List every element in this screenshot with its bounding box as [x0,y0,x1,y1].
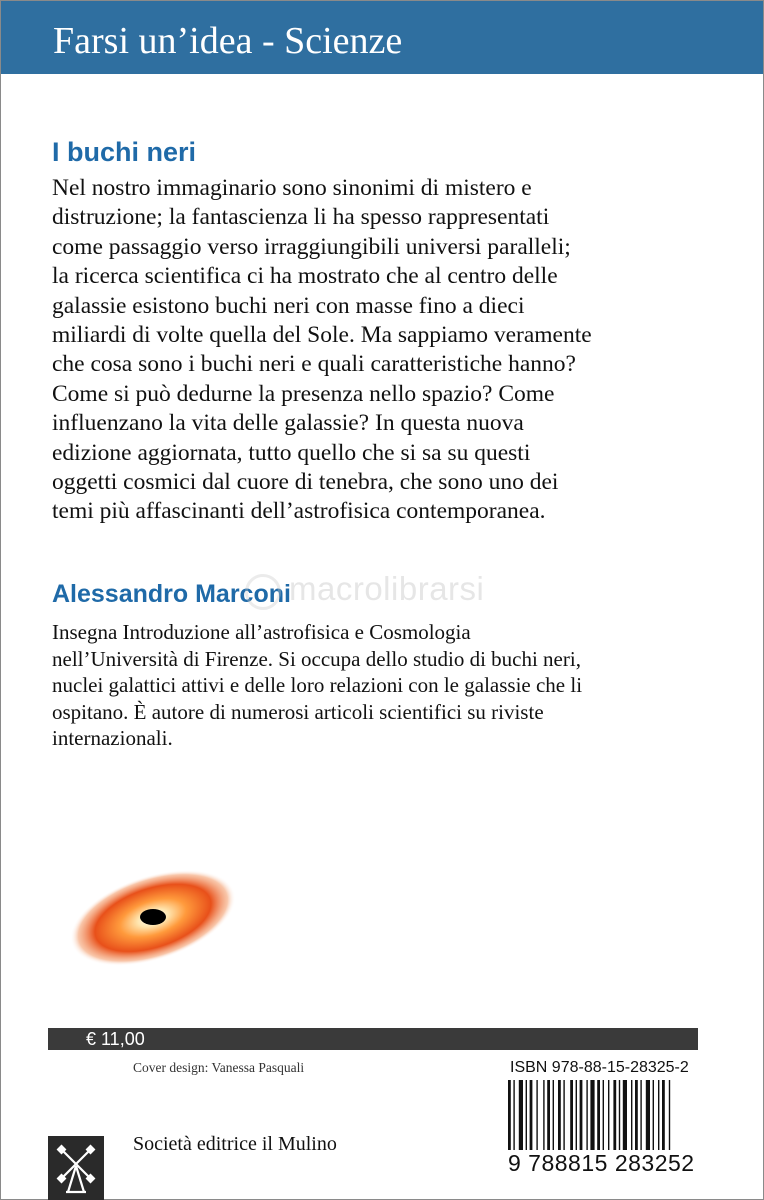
watermark-logo [245,570,545,618]
watermark-text: macrolibrarsi [289,570,485,607]
description-line: che cosa sono i buchi neri e quali caratteristiche hanno? [52,351,576,378]
series-header [1,1,763,74]
price-label: € 11,00 [86,1029,145,1049]
author-name: Alessandro Marconi [52,580,291,608]
barcode-icon [508,1080,698,1150]
book-title: I buchi neri [52,137,197,167]
description-line: galassie esistono buchi neri con masse fino a dieci [52,292,525,319]
barcode-number: 9 788815 283252 [508,1150,695,1176]
bio-line: nell’Università di Firenze. Si occupa dello studio di buchi neri, [52,646,581,671]
series-title: Farsi un’idea - Scienze [53,20,403,62]
description-line: Nel nostro immaginario sono sinonimi di mistero e [52,175,532,201]
description-line: temi più affascinanti dell’astrofisica contemporanea. [52,498,546,525]
description-line: oggetti cosmici dal cuore di tenebra, che sono uno dei [52,469,559,496]
publisher-name: Società editrice il Mulino [133,1133,337,1155]
bio-line: internazionali. [52,726,173,750]
description-line: come passaggio verso irraggiungibili universi paralleli; [52,233,571,260]
description-line: distruzione; la fantascienza li ha spesso rappresentati [52,204,550,231]
price-bar [48,1028,698,1050]
bio-line: Insegna Introduzione all’astrofisica e Cosmologia [52,620,471,644]
description-line: la ricerca scientifica ci ha mostrato che al centro delle [52,263,558,290]
isbn-label: ISBN 978-88-15-28325-2 [510,1059,689,1076]
windmill-logo-icon [48,1136,104,1200]
description-line: influenzano la vita delle galassie? In questa nuova [52,410,524,437]
black-hole-illustration [65,860,240,970]
book-description [52,174,732,527]
bio-line: nuclei galattici attivi e delle loro relazioni con le galassie che li [52,673,583,697]
description-line: edizione aggiornata, tutto quello che si sa su questi [52,439,531,466]
watermark-circle-icon [245,574,281,610]
bio-line: ospitano. È autore di numerosi articoli scientifici su riviste [52,699,544,724]
cover-design-credit: Cover design: Vanessa Pasquali [133,1060,305,1075]
description-line: Come si può dedurne la presenza nello spazio? Come [52,380,555,407]
description-line: miliardi di volte quella del Sole. Ma sappiamo veramente [52,322,592,349]
author-bio [52,619,742,752]
